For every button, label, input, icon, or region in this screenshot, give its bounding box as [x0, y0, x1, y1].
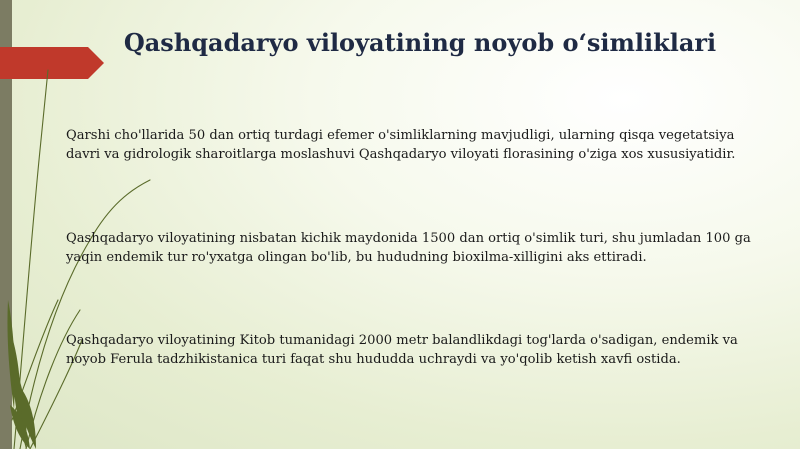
paragraph-ferula: Qashqadaryo viloyatining Kitob tumanidagi 2000 metr balandlikdagi tog'larda o'sadigan, endemik va noyob Ferula tadzhikistanica turi faqat shu hududda uchraydi va yo'qolib ketish xavfi ostida. — [66, 333, 738, 367]
title-accent-arrow — [0, 47, 104, 79]
leaf-shape — [14, 380, 36, 449]
stem-line — [20, 180, 150, 449]
paragraph-ephemeral-plants: Qarshi cho'llarida 50 dan ortiq turdagi efemer o'simliklarning mavjudligi, ularning qisqa vegetatsiya davri va gidrologik sharoitlarga moslashuvi Qashqadaryo viloyati florasining o'ziga xos xususiyatidir. — [66, 128, 736, 162]
stem-line — [12, 300, 58, 420]
stem-line — [14, 70, 48, 449]
slide-title: Qashqadaryo viloyatining noyob o‘simliklari — [123, 28, 717, 57]
leaf-shape — [10, 405, 30, 449]
stem-line — [26, 310, 80, 449]
leaf-shape — [12, 360, 26, 449]
paragraph-species-count: Qashqadaryo viloyatining nisbatan kichik maydonida 1500 dan ortiq o'simlik turi, shu jumladan 100 ga yaqin endemik tur ro'yxatga olingan bo'lib, bu hududning bioxilma-xilligini aks ettiradi. — [66, 231, 751, 265]
